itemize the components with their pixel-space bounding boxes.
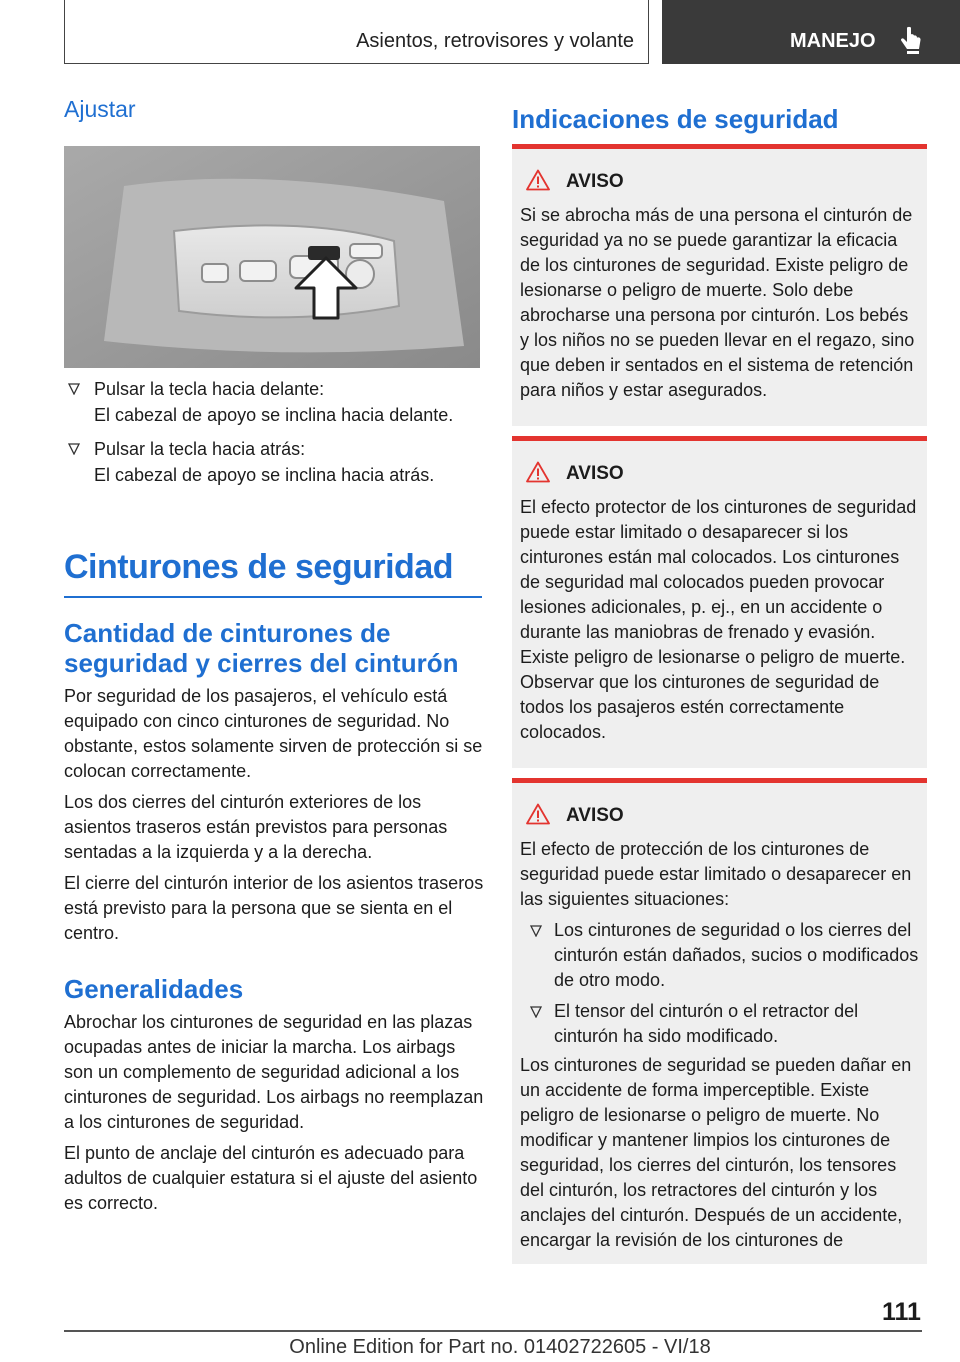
generalidades-section [64, 974, 484, 1216]
header-chapter-label: MANEJO [790, 30, 876, 52]
hand-pointer-icon [898, 26, 924, 56]
warning-text: Si se abrocha más de una persona el cinturón de seguridad ya no se puede garantizar la eficacia de los cinturones de seguridad. Existe peligro de lesionarse o peligro de muerte. Solo debe abrocharse una persona por cinturón. Los bebés y los niños no se pueden llevar en el regazo, sino que deben ir sentados en el sistema de retención para niños y estar asegurados. [520, 205, 915, 400]
warning-bullet-text: Los cinturones de seguridad o los cierres del cinturón están dañados, sucios o modificados de otro modo. [554, 920, 919, 990]
triangle-bullet-icon [68, 383, 80, 395]
footer-edition: Online Edition for Part no. 01402722605 - VI/18 [289, 1336, 711, 1358]
safety-title: Indicaciones de seguridad [512, 104, 839, 134]
warning-triangle-icon [526, 461, 550, 483]
warning-text: El efecto protector de los cinturones de seguridad puede estar limitado o desaparecer si los cinturones están mal colocados. Los cinturones de seguridad mal colocados pueden provocar lesiones adicionales, p. ej., en un accidente o durante las maniobras de frenado y evasión. Existe peligro de lesionarse o peligro de muerte. Observar que los cinturones de seguridad de todos los pasajeros estén correctamente colocados. [520, 497, 917, 742]
warning-header [520, 461, 919, 489]
cantidad-heading: Cantidad de cinturones de seguridad y cierres del cinturón [64, 618, 459, 678]
paragraph: El punto de anclaje del cinturón es adecuado para adultos de cualquier estatura si el ajuste del asiento es correcto. [64, 1143, 478, 1213]
bullet-main: Pulsar la tecla hacia atrás: [94, 439, 306, 459]
page-header [0, 0, 960, 66]
page-number: 111 [882, 1298, 921, 1326]
paragraph: Por seguridad de los pasajeros, el vehículo está equipado con cinco cinturones de seguridad. No obstante, estos solamente sirven de protección si se colocan correctamente. [64, 686, 483, 781]
triangle-bullet-icon [530, 925, 542, 937]
ajustar-bullet-list [64, 376, 482, 496]
warning-label: AVISO [566, 171, 624, 192]
warning-intro: El efecto de protección de los cinturones de seguridad puede estar limitado o desaparecer en las siguientes situaciones: [520, 839, 912, 909]
list-item [64, 376, 482, 428]
warning-bullet-text: El tensor del cinturón o el retractor del cinturón ha sido modificado. [554, 1001, 859, 1046]
list-item [64, 436, 482, 488]
header-section-title: Asientos, retrovisores y volante [356, 30, 634, 52]
warning-outro: Los cinturones de seguridad se pueden dañar en un accidente de forma imperceptible. Existe peligro de lesionarse o peligro de muerte. No modificar y mantener limpios los cinturones de seguridad, los cierres del cinturón, los tensores del cinturón, los retractores del cinturón y los anclajes del cinturón. Después de un accidente, encargar la revisión de los cinturones de [520, 1055, 912, 1250]
warning-header [520, 803, 919, 831]
generalidades-heading: Generalidades [64, 974, 244, 1004]
list-item [520, 918, 919, 993]
heading-divider [64, 596, 482, 598]
warning-triangle-icon [526, 169, 550, 191]
warning-label: AVISO [566, 805, 624, 826]
triangle-bullet-icon [68, 443, 80, 455]
paragraph: Los dos cierres del cinturón exteriores de los asientos traseros están previstos para personas sentadas a la izquierda y a la derecha. [64, 792, 448, 862]
triangle-bullet-icon [530, 1006, 542, 1018]
bullet-sub: El cabezal de apoyo se inclina hacia atrás. [94, 465, 435, 485]
warning-box [512, 436, 927, 768]
warning-box [512, 144, 927, 426]
header-chapter-tab [662, 0, 960, 64]
paragraph: Abrochar los cinturones de seguridad en las plazas ocupadas antes de iniciar la marcha. Los airbags son un complemento de seguridad adicional a los cinturones de seguridad. Los airbags no reemplazan a los cinturones de seguridad. [64, 1012, 484, 1132]
bullet-sub: El cabezal de apoyo se inclina hacia delante. [94, 405, 454, 425]
footer-divider [64, 1330, 922, 1332]
warning-box [512, 778, 927, 1264]
warning-label: AVISO [566, 463, 624, 484]
paragraph: El cierre del cinturón interior de los asientos traseros está previsto para la persona que se sienta en el centro. [64, 873, 484, 943]
warning-triangle-icon [526, 803, 550, 825]
list-item [520, 999, 919, 1049]
headrest-control-photo [64, 146, 480, 368]
cantidad-section [64, 618, 484, 946]
ajustar-title-wrap [64, 96, 482, 123]
warning-header [520, 169, 919, 197]
bullet-main: Pulsar la tecla hacia delante: [94, 379, 325, 399]
ajustar-title: Ajustar [64, 96, 136, 122]
header-section-box [64, 0, 649, 64]
main-heading: Cinturones de seguridad [64, 548, 453, 586]
